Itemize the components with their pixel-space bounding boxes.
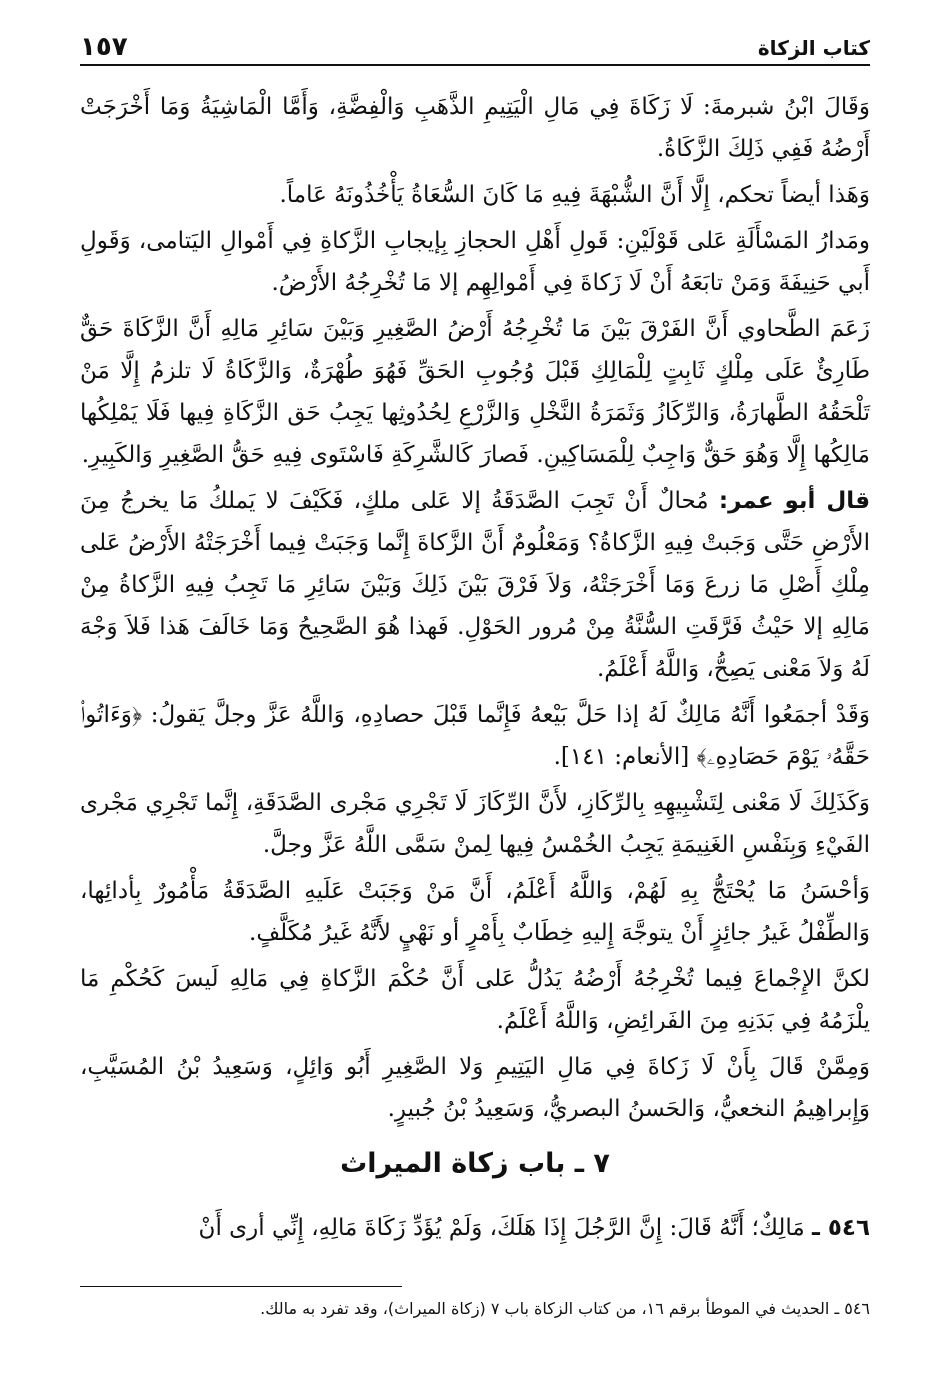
page <box>80 20 870 1272</box>
paragraph: وَقَالَ ابْنُ شبرمةَ: لَا زَكَاةَ فِي مَالِ الْيَتِيمِ الذَّهَبِ وَالْفِضَّةِ، وَأَمَّا الْمَاشِيَةُ وَمَا أَخْرَجَتْ أَرْضُهُ فَفِي ذَلِكَ الزَّكَاةُ. <box>80 94 870 162</box>
paragraph-abu-umar <box>80 480 870 690</box>
section-heading: ٧ ـ باب زكاة الميراث <box>340 1148 610 1179</box>
paragraph: ومَدارُ المَسْأَلَةِ عَلى قَوْلَيْنِ: قَولِ أَهْلِ الحجازِ بِإيجابِ الزَّكاةِ فِي أَمْوالِ اليَتامى، وَقَولِ أَبي حَنِيفَةَ وَمَنْ تابَعَهُ أَنْ لَا زَكاةَ فِي أَمْوالِهِم إلا مَا تُخْرِجُهُ الأَرْضُ. <box>80 228 870 296</box>
hadith-number: ٥٤٦ ـ <box>812 1215 870 1241</box>
paragraph: وَكَذَلِكَ لَا مَعْنى لِتَشْبِيهِهِ بِالرِّكَازِ، لأَنَّ الرِّكَازَ لَا تَجْرِي مَجْرى الصَّدَقَةِ، إِنَّما تَجْرِي مَجْرى الفَيْءِ وَبِنَفْسِ الغَنِيمَةِ يَجِبُ الخُمْسُ فِيها لِمنْ سَمَّى اللَّهُ عَزَّ وجلَّ. <box>80 790 870 858</box>
page-number: ١٥٧ <box>80 32 128 62</box>
paragraph: وَهَذا أيضاً تحكم، إِلَّا أَنَّ الشُّبْهَةَ فِيهِ مَا كَانَ السُّعَاةُ يَأْخُذُونَهُ عَاماً. <box>279 182 870 208</box>
running-header <box>80 20 870 66</box>
footnote-divider <box>80 1286 402 1287</box>
hadith-entry <box>80 1207 870 1249</box>
paragraph: وَمِمَّنْ قَالَ بِأَنْ لَا زَكاةَ فِي مَالِ اليَتِيمِ وَلا الصَّغِيرِ أَبُو وَائِلٍ، وَسَعِيدُ بْنُ المُسَيَّبِ، وَإِبراهِيمُ النخعيُّ، وَالحَسنُ البصريُّ، وَسَعِيدُ بْنُ جُبيرٍ. <box>80 1054 870 1122</box>
paragraph-text: مُحالٌ أَنْ تَجِبَ الصَّدَقَةُ إلا عَلى ملكٍ، فَكَيْفَ لا يَملكُ مَا يخرجُ مِنَ الأَرْضِ حَتَّى وَجَبتْ فِيهِ الزَّكاةُ؟ وَمَعْلُومٌ أَنَّ الزَّكاةَ إِنَّما وَجَبَتْ فِيما أَخْرَجَتْهُ الأَرْضُ عَلى مِلْكِ أَصْلِ مَا زرعَ وَمَا أَخْرَجَتْهُ، وَلاَ فَرْقَ بَيْنَ ذَلِكَ وَبَيْنَ سَائِرِ مَا تَجِبُ فِيهِ الزَّكاةُ مِنْ مَالِهِ إلا حَيْثُ فَرَّقَتِ السُّنَّةُ مِنْ مُرور الحَوْلِ. فَهذا هُوَ الصَّحِيحُ وَمَا خَالَفَ هَذا فَلاَ وَجْهَ لَهُ وَلاَ مَعْنى يَصِحُّ، وَاللَّهُ أَعْلَمُ. <box>80 488 870 682</box>
speaker-label: قال أبو عمر: <box>718 488 871 514</box>
paragraph: لكنَّ الإِجْماعَ فِيما تُخْرِجُهُ أَرْضُهُ يَدُلُّ عَلى أَنَّ حُكْمَ الزَّكاةِ فِي مَالِهِ لَيسَ كَحُكْمِ مَا يلْزَمُهُ فِي بَدَنِهِ مِنَ الفَرائِضِ، وَاللَّهُ أَعْلَمُ. <box>80 966 870 1034</box>
book-title: كتاب الزكاة <box>757 36 870 60</box>
hadith-text: مَالِكٌ؛ أَنَّهُ قَالَ: إِنَّ الرَّجُلَ إِذَا هَلَكَ، وَلَمْ يُؤَدِّ زَكَاةَ مَالِهِ، إِنِّي أرى أَنْ <box>198 1215 805 1241</box>
paragraph-quran: وَقَدْ أجمَعُوا أَنَّهُ مَالِكٌ لَهُ إذا حَلَّ بَيْعهُ فَإِنَّما قَبْلَ حصادِهِ، وَاللَّهُ عَزَّ وجلَّ يَقولُ: ﴿وَءَاتُوا۟ حَقَّهُۥ يَوْمَ حَصَادِهِۦ﴾ [الأنعام: ١٤١]. <box>80 702 870 770</box>
footnote: ٥٤٦ ـ الحديث في الموطأ برقم ١٦، من كتاب الزكاة باب ٧ (زكاة الميراث)، وقد تفرد به مالك. <box>260 1299 870 1318</box>
paragraph: وَأحْسَنُ مَا يُحْتَجُّ بِهِ لَهُمْ، وَاللَّهُ أَعْلَمُ، أَنَّ مَنْ وَجَبَتْ عَلَيهِ الصَّدَقَةُ مَأْمُورٌ بِأدائِها، وَالطِّفْلُ غَيرُ جائِزٍ أَنْ يتوجَّهَ إِليهِ خِطَابٌ بِأَمْرٍ أو نَهْيٍ لأَنَّهُ غَيرُ مُكَلَّفٍ. <box>80 878 870 946</box>
paragraph: زَعَمَ الطَّحاوي أَنَّ الفَرْقَ بَيْنَ مَا تُخْرِجُهُ أَرْضُ الصَّغِيرِ وَبَيْنَ سَائِرِ مَالِهِ أَنَّ الزَّكَاةَ حَقٌّ طَارِئٌ عَلَى مِلْكٍ ثَابِتٍ لِلْمَالِكِ قَبْلَ وُجُوبِ الحَقِّ فَهُوَ طُهْرَةٌ، وَالزَّكَاةُ لَا تلزمُ إِلَّا مَنْ تَلْحَقُهُ الطَّهارَةُ، وَالرِّكَازُ وَثَمَرَةُ النَّخْلِ وَالزَّرْعِ لِحُدُوثِها يَجِبُ حَق الزَّكَاةِ فِيها فَلَا يَمْلِكُها مَالِكُها إِلَّا وَهُوَ حَقٌّ وَاجِبٌ لِلْمَسَاكِينِ. فَصارَ كَالشَّرِكَةِ فَاسْتَوى فِيهِ حَقُّ الصَّغِيرِ وَالكَبِيرِ. <box>80 316 870 468</box>
main-text <box>80 86 870 1249</box>
